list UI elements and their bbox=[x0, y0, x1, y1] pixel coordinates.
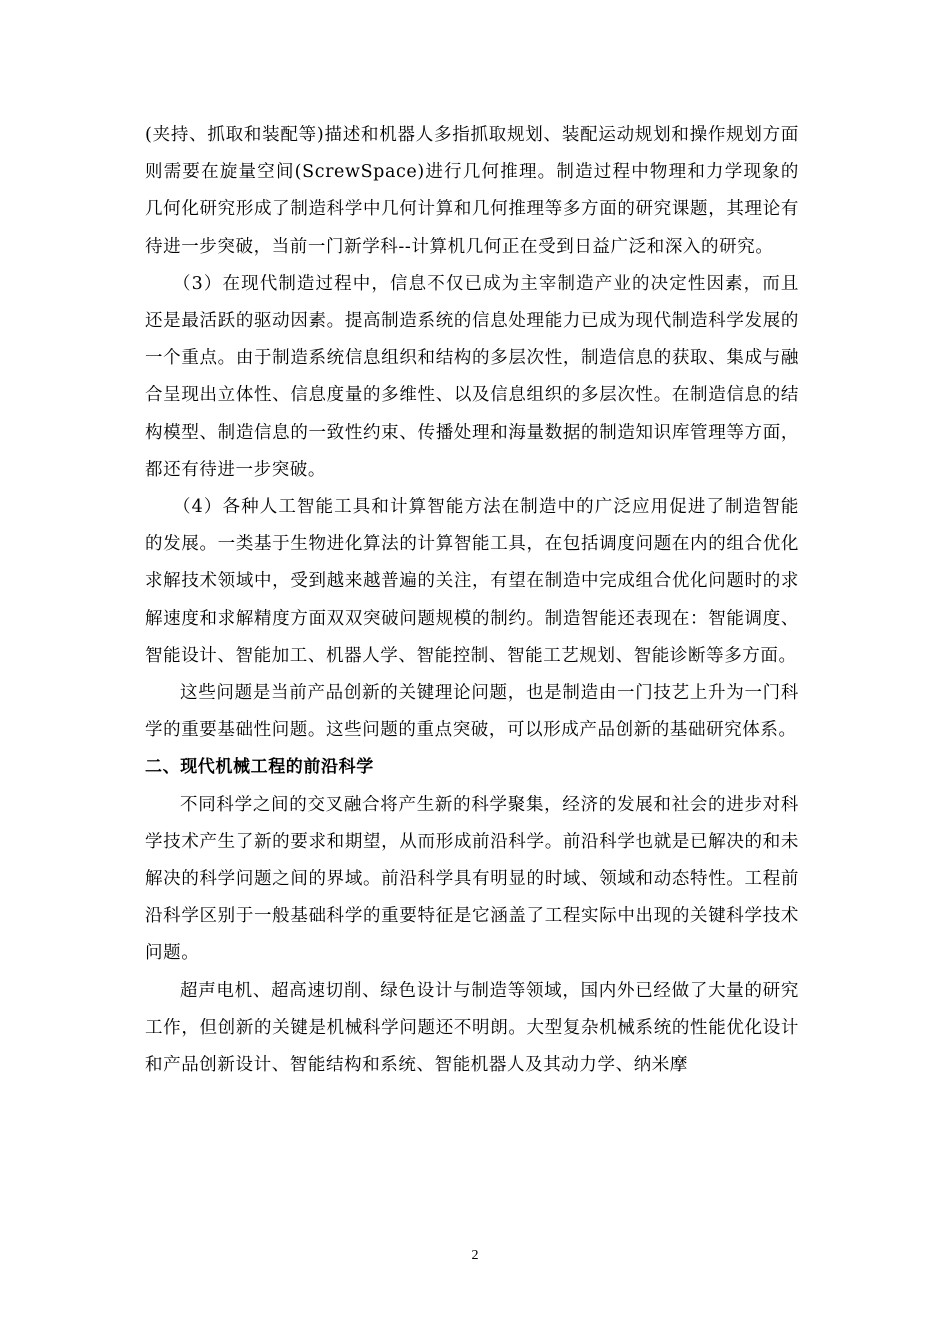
paragraph-information-processing: （3）在现代制造过程中，信息不仅已成为主宰制造产业的决定性因素，而且还是最活跃的驱动因素。提高制造系统的信息处理能力已成为现代制造科学发展的一个重点。由于制造系统信息组织和结构的多层次性，制造信息的获取、集成与融合呈现出立体性、信息度量的多维性、以及信息组织的多层次性。在制造信息的结构模型、制造信息的一致性约束、传播处理和海量数据的制造知识库管理等方面，都还有待进一步突破。 bbox=[145, 273, 799, 480]
page-number: 2 bbox=[471, 1248, 479, 1263]
paragraph-manufacturing-intelligence: （4）各种人工智能工具和计算智能方法在制造中的广泛应用促进了制造智能的发展。一类基于生物进化算法的计算智能工具，在包括调度问题在内的组合优化求解技术领域中，受到越来越普遍的关注，有望在制造中完成组合优化问题时的求解速度和求解精度方面双双突破问题规模的制约。制造智能还表现在：智能调度、智能设计、智能加工、机器人学、智能控制、智能工艺规划、智能诊断等多方面。 bbox=[145, 497, 799, 666]
paragraph-research-fields: 超声电机、超高速切削、绿色设计与制造等领域，国内外已经做了大量的研究工作，但创新的关键是机械科学问题还不明朗。大型复杂机械系统的性能优化设计和产品创新设计、智能结构和系统、智能机器人及其动力学、纳米摩 bbox=[145, 980, 799, 1076]
paragraph-frontier-science: 不同科学之间的交叉融合将产生新的科学聚集，经济的发展和社会的进步对科学技术产生了新的要求和期望，从而形成前沿科学。前沿科学也就是已解决的和未解决的科学问题之间的界域。前沿科学具有明显的时域、领域和动态特性。工程前沿科学区别于一般基础科学的重要特征是它涵盖了工程实际中出现的关键科学技术问题。 bbox=[145, 794, 799, 964]
paragraph-geometric-reasoning: (夹持、抓取和装配等)描述和机器人多指抓取规划、装配运动规划和操作规划方面则需要在旋量空间(ScrewSpace)进行几何推理。制造过程中物理和力学现象的几何化研究形成了制造科学中几何计算和几何推理等多方面的研究课题，其理论有待进一步突破，当前一门新学科--计算机几何正在受到日益广泛和深入的研究。 bbox=[145, 125, 799, 257]
document-body bbox=[145, 117, 799, 1084]
paragraph-key-problems: 这些问题是当前产品创新的关键理论问题，也是制造由一门技艺上升为一门科学的重要基础性问题。这些问题的重点突破，可以形成产品创新的基础研究体系。 bbox=[145, 683, 799, 741]
section-heading: 二、现代机械工程的前沿科学 bbox=[145, 757, 374, 778]
